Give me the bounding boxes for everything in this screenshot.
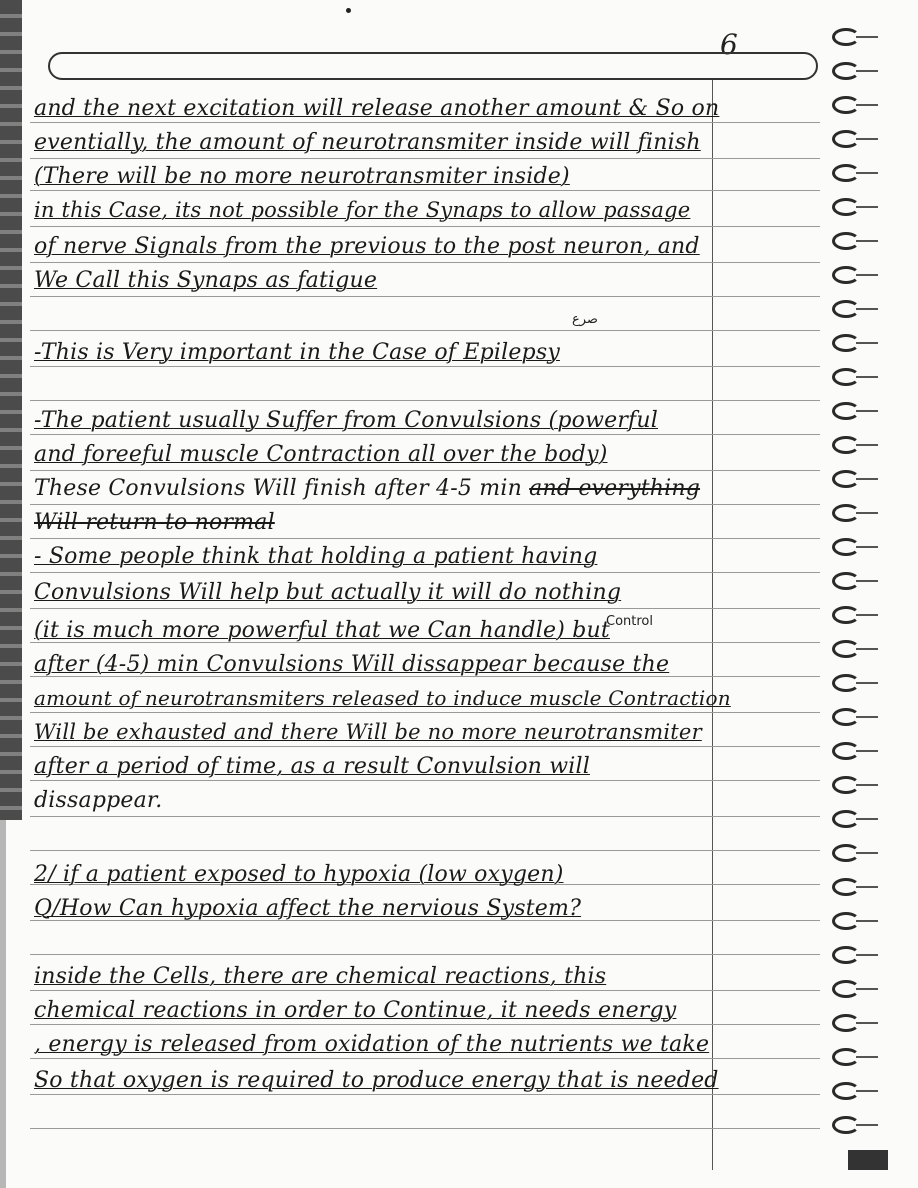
spiral-tail: [856, 376, 878, 378]
note-line: amount of neurotransmiters released to induce muscle Contraction: [34, 686, 731, 710]
spiral-tail: [856, 1090, 878, 1092]
ruled-line: [30, 608, 820, 609]
ruled-line: [30, 850, 820, 851]
note-line: in this Case, its not possible for the Synaps to allow passage: [34, 198, 691, 222]
ruled-line: [30, 780, 820, 781]
spiral-tail: [856, 852, 878, 854]
note-line: -The patient usually Suffer from Convulsions (powerful: [34, 408, 658, 433]
ruled-line: [30, 746, 820, 747]
note-line: of nerve Signals from the previous to the post neuron, and: [34, 234, 700, 259]
note-line: We Call this Synaps as fatigue: [34, 268, 378, 293]
ruled-line: [30, 1058, 820, 1059]
note-line: inside the Cells, there are chemical reactions, this: [34, 964, 607, 989]
page-number: 6: [720, 28, 738, 61]
spiral-tail: [856, 886, 878, 888]
note-line: dissappear.: [34, 788, 163, 813]
spiral-tail: [856, 818, 878, 820]
note-line: and the next excitation will release another amount & So on: [34, 96, 720, 121]
top-dot-mark: [346, 8, 351, 13]
ruled-line: [30, 504, 820, 505]
spiral-tail: [856, 478, 878, 480]
note-line: Convulsions Will help but actually it will do nothing: [34, 580, 622, 605]
spiral-tail: [856, 920, 878, 922]
spiral-tail: [856, 954, 878, 956]
ruled-line: [30, 158, 820, 159]
note-line: after a period of time, as a result Convulsion will: [34, 754, 590, 779]
note-line: (There will be no more neurotransmiter inside): [34, 164, 570, 189]
spiral-tail: [856, 206, 878, 208]
note-line: (it is much more powerful that we Can handle) but: [34, 618, 610, 643]
spiral-tail: [856, 410, 878, 412]
note-line: eventially, the amount of neurotransmiter inside will finish: [34, 130, 701, 155]
ruled-line: [30, 470, 820, 471]
note-line: chemical reactions in order to Continue, it needs energy: [34, 998, 677, 1023]
ruled-line: [30, 366, 820, 367]
control-note: Control: [606, 614, 653, 629]
ruled-line: [30, 1128, 820, 1129]
spiral-tail: [856, 580, 878, 582]
spiral-tail: [856, 444, 878, 446]
spiral-tail: [856, 36, 878, 38]
spiral-tail: [856, 614, 878, 616]
note-line: and foreeful muscle Contraction all over the body): [34, 442, 608, 467]
ruled-line: [30, 990, 820, 991]
ruled-line: [30, 1024, 820, 1025]
note-line: Will be exhausted and there Will be no more neurotransmiter: [34, 720, 702, 744]
ruled-line: [30, 190, 820, 191]
ruled-line: [30, 434, 820, 435]
spiral-tail: [856, 512, 878, 514]
ruled-line: [30, 1094, 820, 1095]
arabic-note: صرع: [572, 312, 598, 327]
spiral-tail: [856, 138, 878, 140]
spiral-tail: [856, 716, 878, 718]
note-line: - Some people think that holding a patient having: [34, 544, 598, 569]
spiral-tail: [856, 274, 878, 276]
ruled-line: [30, 122, 820, 123]
spiral-tail: [856, 546, 878, 548]
ruled-line: [30, 262, 820, 263]
scanned-binding-edge: [0, 0, 22, 820]
spiral-tail: [856, 342, 878, 344]
spiral-tail: [856, 648, 878, 650]
spiral-tail: [856, 104, 878, 106]
note-line-text: These Convulsions Will finish after 4-5 min: [34, 476, 522, 501]
note-line: -This is Very important in the Case of Epilepsy: [34, 340, 560, 365]
ruled-line: [30, 816, 820, 817]
spiral-tail: [856, 1124, 878, 1126]
ruled-line: [30, 226, 820, 227]
struck-text: and everything: [529, 476, 701, 501]
ruled-line: [30, 296, 820, 297]
note-line: after (4-5) min Convulsions Will dissappear because the: [34, 652, 670, 677]
note-line: So that oxygen is required to produce energy that is needed: [34, 1068, 719, 1093]
spiral-binding: [832, 20, 912, 1170]
note-line: Q/How Can hypoxia affect the nervious System?: [34, 896, 582, 921]
ruled-line: [30, 400, 820, 401]
ruled-line: [30, 954, 820, 955]
spiral-tail: [856, 1022, 878, 1024]
spiral-tail: [856, 308, 878, 310]
struck-line: Will return to normal: [34, 510, 275, 535]
spiral-tail: [856, 682, 878, 684]
ruled-line: [30, 330, 820, 331]
ruled-line: [30, 572, 820, 573]
spiral-tail: [856, 240, 878, 242]
note-line: [34, 476, 834, 501]
spiral-tail: [856, 750, 878, 752]
spiral-tail: [856, 988, 878, 990]
spiral-tail: [856, 172, 878, 174]
spiral-tail: [856, 70, 878, 72]
note-line: , energy is released from oxidation of the nutrients we take: [34, 1032, 710, 1057]
ruled-line: [30, 712, 820, 713]
spiral-tail: [856, 1056, 878, 1058]
header-band: [48, 52, 818, 80]
spiral-tail: [856, 784, 878, 786]
note-line: 2/ if a patient exposed to hypoxia (low oxygen): [34, 862, 564, 887]
scan-corner-mark: [848, 1150, 888, 1170]
scanned-binding-edge-lower: [0, 820, 6, 1188]
ruled-line: [30, 538, 820, 539]
